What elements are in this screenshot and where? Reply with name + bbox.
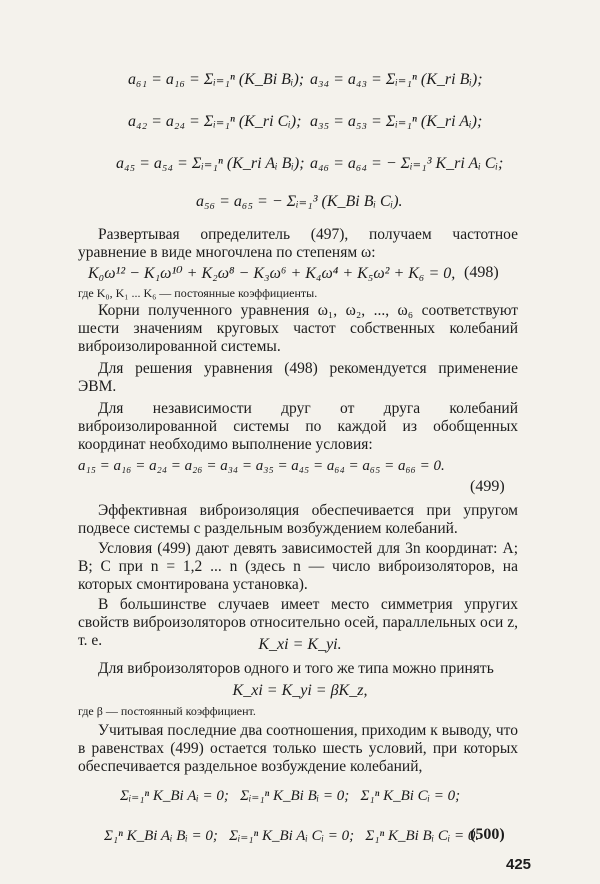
equation-500-number: (500) bbox=[470, 826, 505, 843]
equation-498: K₀ω¹² − K₁ω¹⁰ + K₂ω⁸ − K₃ω⁶ + K₄ω⁴ + K₅ω² + K₆ = 0, bbox=[88, 265, 456, 282]
formula-a34: a₃₄ = a₄₃ = Σᵢ₌₁ⁿ (K_ri Bᵢ); bbox=[310, 71, 483, 88]
formula-a45: a₄₅ = a₅₄ = Σᵢ₌₁ⁿ (K_ri Aᵢ Bᵢ); bbox=[116, 155, 305, 172]
equation-499: a₁₅ = a₁₆ = a₂₄ = a₂₆ = a₃₄ = a₃₅ = a₄₅ = a₆₄ = a₆₅ = a₆₆ = 0. bbox=[78, 458, 445, 474]
equation-500-row2: Σ₁ⁿ K_Bi Aᵢ Bᵢ = 0; Σᵢ₌₁ⁿ K_Bi Aᵢ Cᵢ = 0; Σ₁ⁿ K_Bi Bᵢ Cᵢ = 0. bbox=[104, 828, 480, 844]
paragraph-determinant: Развертывая определитель (497), получаем частотное уравнение в виде многочлена по степеням ω: bbox=[78, 226, 518, 261]
paragraph-roots: Корни полученного уравнения ω₁, ω₂, ..., ω₆ соответствуют шести значениям круговых частот собственных колебаний виброизолированной системы. bbox=[78, 302, 518, 355]
paragraph-effective: Эффективная виброизоляция обеспечивается при упругом подвесе системы с раздельным возбуждением колебаний. bbox=[78, 502, 518, 537]
equation-498-number: (498) bbox=[464, 264, 499, 281]
equation-beta: K_xi = K_yi = βK_z, bbox=[232, 682, 368, 699]
equation-500-row1: Σᵢ₌₁ⁿ K_Bi Aᵢ = 0; Σᵢ₌₁ⁿ K_Bi Bᵢ = 0; Σ₁ⁿ K_Bi Cᵢ = 0; bbox=[120, 788, 461, 804]
formula-a61: a₆₁ = a₁₆ = Σᵢ₌₁ⁿ (K_Bi Bᵢ); bbox=[128, 71, 305, 88]
paragraph-conditions: Условия (499) дают девять зависимостей для 3n координат: A; B; C при n = 1,2 ... n (здесь n — число виброизоляторов, на которых смонтирована установка). bbox=[78, 540, 518, 593]
formula-a35: a₃₅ = a₅₃ = Σᵢ₌₁ⁿ (K_ri Aᵢ); bbox=[310, 113, 483, 130]
paragraph-symmetry: В большинстве случаев имеет место симметрия упругих свойств виброизоляторов относительно осей, параллельных оси z, т. е. bbox=[78, 596, 518, 649]
page-number: 425 bbox=[506, 856, 532, 873]
equation-kxi-kyi: K_xi = K_yi. bbox=[258, 636, 342, 653]
note-constants: где K₀, K₁ ... K₆ — постоянные коэффициенты. bbox=[78, 286, 318, 300]
paragraph-computer: Для решения уравнения (498) рекомендуется применение ЭВМ. bbox=[78, 360, 518, 395]
equation-499-number: (499) bbox=[470, 478, 505, 495]
formula-a46: a₄₆ = a₆₄ = − Σᵢ₌₁³ K_ri Aᵢ Cᵢ; bbox=[310, 155, 504, 172]
formula-a56: a₅₆ = a₆₅ = − Σᵢ₌₁³ (K_Bi Bᵢ Cᵢ). bbox=[196, 193, 403, 210]
formula-a42: a₄₂ = a₂₄ = Σᵢ₌₁ⁿ (K_ri Cᵢ); bbox=[128, 113, 302, 130]
paragraph-same-type: Для виброизоляторов одного и того же типа можно принять bbox=[98, 660, 494, 677]
paragraph-conclusion: Учитывая последние два соотношения, приходим к выводу, что в равенствах (499) остается только шесть условий, при которых обеспечивается раздельное возбуждение колебаний, bbox=[78, 722, 518, 775]
note-beta: где β — постоянный коэффициент. bbox=[78, 704, 256, 718]
paragraph-independence: Для независимости друг от друга колебаний виброизолированной системы по каждой из обобщенных координат необходимо выполнение условия: bbox=[78, 400, 518, 453]
